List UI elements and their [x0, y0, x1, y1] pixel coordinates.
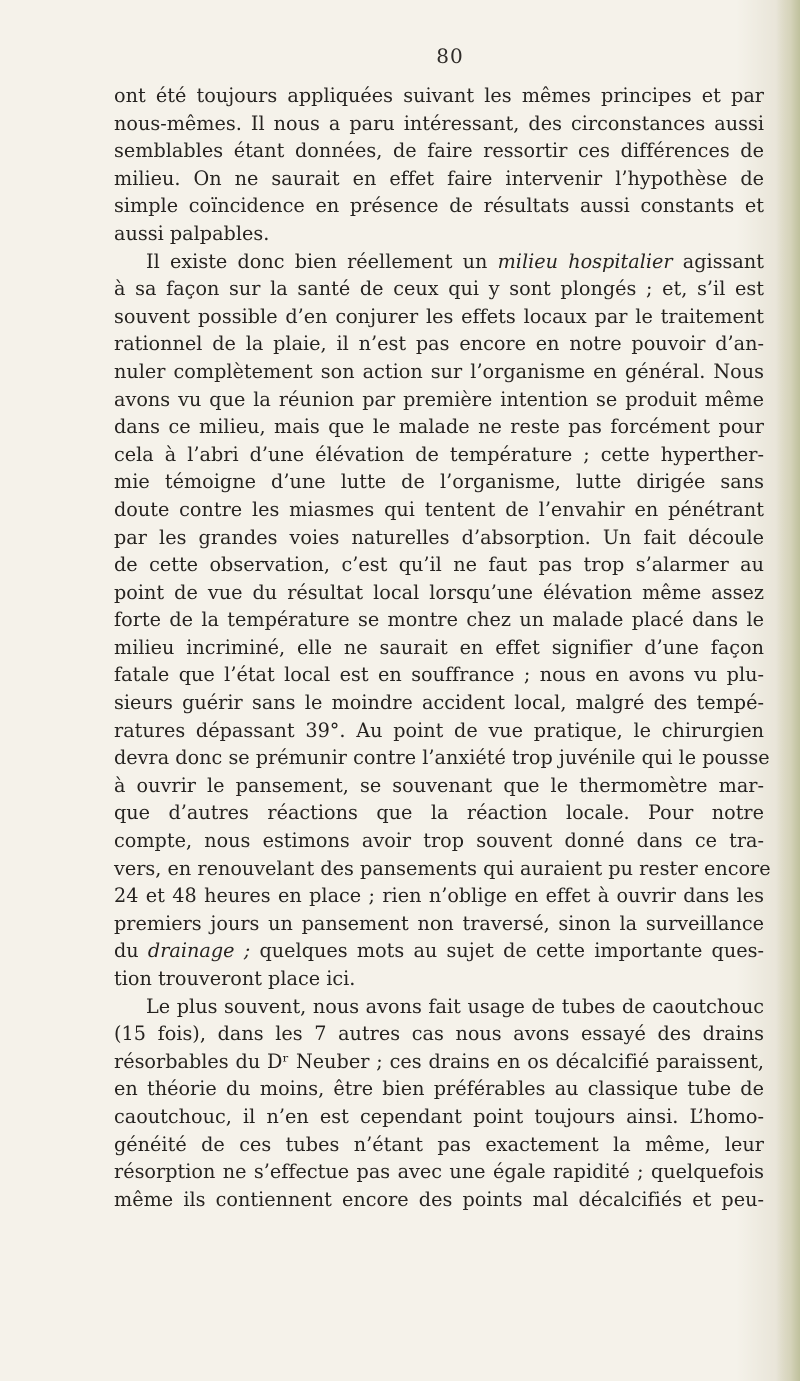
text-line: ratures dépassant 39°. Au point de vue pratique, le chirurgien — [114, 718, 764, 742]
text-line: doute contre les miasmes qui tentent de l’envahir en pénétrant — [114, 497, 764, 521]
text-line: simple coïncidence en présence de résultats aussi constants et — [114, 194, 764, 218]
text-line: fatale que l’état local est en souffrance ; nous en avons vu plu- — [114, 663, 764, 687]
page-edge-shadow — [776, 0, 800, 1381]
text-line: cela à l’abri d’une élévation de température ; cette hyperther- — [114, 442, 764, 466]
text-line: résorption ne s’effectue pas avec une égale rapidité ; quelquefois — [114, 1160, 764, 1184]
text-line — [114, 937, 764, 965]
text-line: Le plus souvent, nous avons fait usage de tubes de caoutchouc — [146, 994, 764, 1018]
text-line: premiers jours un pansement non traversé, sinon la surveillance — [114, 911, 764, 935]
text-line: devra donc se prémunir contre l’anxiété trop juvénile qui le pousse — [114, 746, 770, 770]
text-line: tion trouveront place ici. — [114, 967, 356, 990]
text-line — [114, 248, 764, 276]
text-line: milieu. On ne saurait en effet faire intervenir l’hypothèse de — [114, 166, 764, 190]
text-line: à ouvrir le pansement, se souvenant que le thermomètre mar- — [114, 773, 764, 797]
text-line: nous-mêmes. Il nous a paru intéressant, des circonstances aussi — [114, 111, 764, 135]
text-line: milieu incriminé, elle ne saurait en effet signifier d’une façon — [114, 635, 764, 659]
text-segment: agissant — [672, 249, 764, 273]
text-segment: quelques mots au sujet de cette importante ques- — [250, 939, 764, 963]
text-line: généité de ces tubes n’étant pas exactement la même, leur — [114, 1132, 764, 1156]
text-line: ont été toujours appliquées suivant les mêmes principes et par — [114, 84, 764, 107]
page-number: 80 — [436, 44, 464, 68]
text-line: point de vue du résultat local lorsqu’une élévation même assez — [114, 580, 764, 604]
text-line: semblables étant données, de faire ressortir ces différences de — [114, 139, 764, 163]
text-line: même ils contiennent encore des points mal décalcifiés et peu- — [114, 1187, 764, 1211]
text-line: forte de la température se montre chez un malade placé dans le — [114, 608, 764, 632]
text-line: à sa façon sur la santé de ceux qui y sont plongés ; et, s’il est — [114, 277, 764, 301]
text-line: (15 fois), dans les 7 autres cas nous avons essayé des drains — [114, 1022, 764, 1046]
text-line: nuler complètement son action sur l’organisme en général. Nous — [114, 359, 764, 383]
text-line: aussi palpables. — [114, 221, 270, 245]
text-segment: du — [114, 939, 148, 963]
text-segment: Il existe donc bien réellement un — [146, 249, 498, 273]
text-line: résorbables du Dʳ Neuber ; ces drains en os décalcifié paraissent, — [114, 1049, 764, 1073]
text-line: 24 et 48 heures en place ; rien n’oblige en effet à ouvrir dans les — [114, 884, 764, 908]
body-text — [114, 82, 771, 1213]
text-line: vers, en renouvelant des pansements qui auraient pu rester encore — [114, 856, 771, 880]
text-line: avons vu que la réunion par première intention se produit même — [114, 387, 764, 411]
italic-phrase: milieu hospitalier — [497, 249, 673, 273]
text-line: souvent possible d’en conjurer les effets locaux par le traitement — [114, 304, 764, 328]
text-line: dans ce milieu, mais que le malade ne reste pas forcément pour — [114, 415, 764, 439]
text-line: compte, nous estimons avoir trop souvent donné dans ce tra- — [114, 829, 764, 853]
text-line: en théorie du moins, être bien préférables au classique tube de — [114, 1077, 764, 1101]
italic-phrase: drainage ; — [147, 939, 251, 963]
text-line: sieurs guérir sans le moindre accident local, malgré des tempé- — [114, 691, 764, 715]
text-line: de cette observation, c’est qu’il ne faut pas trop s’alarmer au — [114, 553, 764, 577]
text-line: caoutchouc, il n’en est cependant point toujours ainsi. L’homo- — [114, 1104, 764, 1128]
text-line: mie témoigne d’une lutte de l’organisme, lutte dirigée sans — [114, 470, 764, 494]
text-line: que d’autres réactions que la réaction locale. Pour notre — [114, 801, 764, 825]
text-line: par les grandes voies naturelles d’absorption. Un fait découle — [114, 525, 764, 549]
text-line: rationnel de la plaie, il n’est pas encore en notre pouvoir d’an- — [114, 332, 764, 356]
